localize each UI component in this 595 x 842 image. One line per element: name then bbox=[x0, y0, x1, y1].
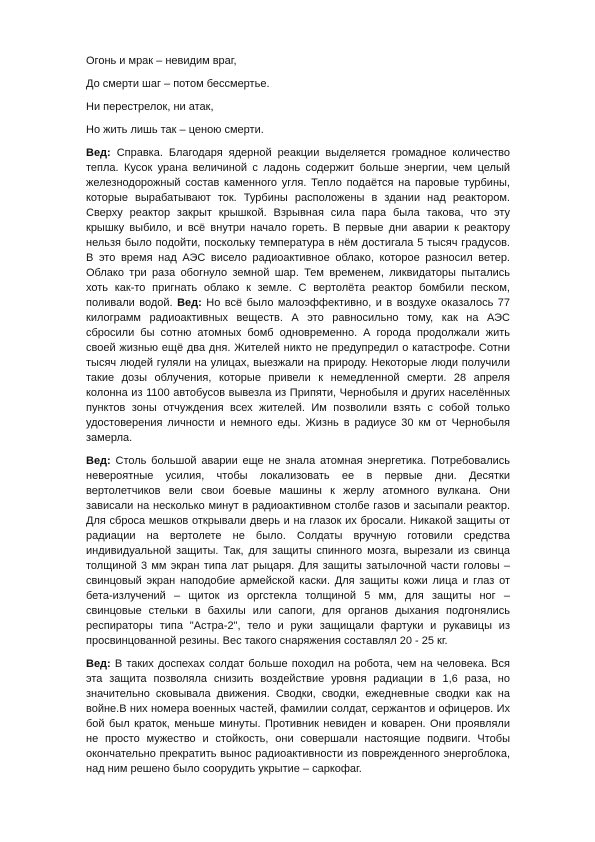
document-page bbox=[86, 54, 510, 785]
speaker-label: Вед: bbox=[86, 455, 111, 467]
poem-line: Ни перестрелок, ни атак, bbox=[86, 101, 214, 113]
speaker-label: Вед: bbox=[177, 297, 202, 309]
paragraph-text: В таких доспехах солдат больше походил на робота, чем на человека. Вся эта защита позволяла снизить воздействие уровня радиации в 1,6 раза, но значительно сковывала движения. Сводки, сводки, ежедневные сводки как на войне.В них номера военных частей, фамилии солдат, сержантов и офицеров. Их бой был краток, меньше минуты. Противник невиден и коварен. Они проявляли не просто мужество и стойкость, они совершали настоящие подвиги. Чтобы окончательно прекратить вынос радиоактивности из поврежденного энергоблока, над ним решено было соорудить укрытие – саркофаг. bbox=[86, 658, 510, 775]
paragraph-text: Справка. Благодаря ядерной реакции выделяется громадное количество тепла. Кусок урана величиной с ладонь содержит больше энергии, чем целый железнодорожный состав каменного угля. Тепло подаётся на паровые турбины, которые вырабатывают ток. Турбины расположены в здании над реактором. Сверху реактор закрыт крышкой. Взрывная сила пара была такова, что эту крышку выбило, и всё внутри начало гореть. В первые дни аварии к реактору нельзя было подойти, поскольку температура в нём достигала 5 тысяч градусов. В это время над АЭС висело радиоактивное облако, которое разносил ветер. Облако три раза обогнуло земной шар. Тем временем, ликвидаторы пытались хоть как-то пригнать облако к земле. С вертолёта реактор бомбили песком, поливали водой. bbox=[86, 147, 510, 309]
poem-line: Огонь и мрак – невидим враг, bbox=[86, 55, 237, 67]
paragraph-reference bbox=[86, 146, 510, 446]
paragraph-armor bbox=[86, 657, 510, 777]
paragraph-text: Столь большой аварии еще не знала атомная энергетика. Потребовались невероятные усилия, чтобы локализовать ее в первые дни. Десятки вертолетчиков вели свои боевые машины к жерлу атомного вулкана. Они зависали на несколько минут в радиоактивном столбе газов и засыпали реактор. Для сброса мешков открывали дверь и на глазок их бросали. Никакой защиты от радиации на вертолете не было. Солдаты вручную готовили средства индивидуальной защиты. Так, для защиты спинного мозга, вырезали из свинца толщиной 3 мм экран типа лат рыцаря. Для защиты затылочной части головы – свинцовый экран наподобие армейской каски. Для защиты кожи лица и глаз от бета-излучений – щиток из оргстекла толщиной 5 мм, для защиты ног – свинцовые стельки в бахилы или сапоги, для органов дыхания подгонялись респираторы типа "Астра-2", тело и руки защищали фартуки и рукавицы из просвинцованной резины. Вес такого снаряжения составлял 20 - 25 кг. bbox=[86, 455, 510, 647]
speaker-label: Вед: bbox=[86, 658, 111, 670]
paragraph-liquidation bbox=[86, 454, 510, 649]
poem-line: Но жить лишь так – ценою смерти. bbox=[86, 124, 264, 136]
poem bbox=[86, 54, 510, 138]
poem-line: До смерти шаг – потом бессмертье. bbox=[86, 78, 270, 90]
speaker-label: Вед: bbox=[86, 147, 111, 159]
paragraph-text: Но всё было малоэффективно, и в воздухе оказалось 77 килограмм радиоактивных веществ. А это равносильно тому, как на АЭС сбросили бы сотню атомных бомб одновременно. А города продолжали жить своей жизнью ещё два дня. Жителей никто не предупредил о катастрофе. Сотни тысяч людей гуляли на улицах, выезжали на природу. Некоторые люди получили такие дозы облучения, которые привели к немедленной смерти. 28 апреля колонна из 1100 автобусов вывезла из Припяти, Чернобыля и других населённых пунктов зоны отчуждения всех жителей. Им позволили взять с собой только удостоверения личности и немного еды. Жизнь в радиусе 30 км от Чернобыля замерла. bbox=[86, 297, 511, 444]
